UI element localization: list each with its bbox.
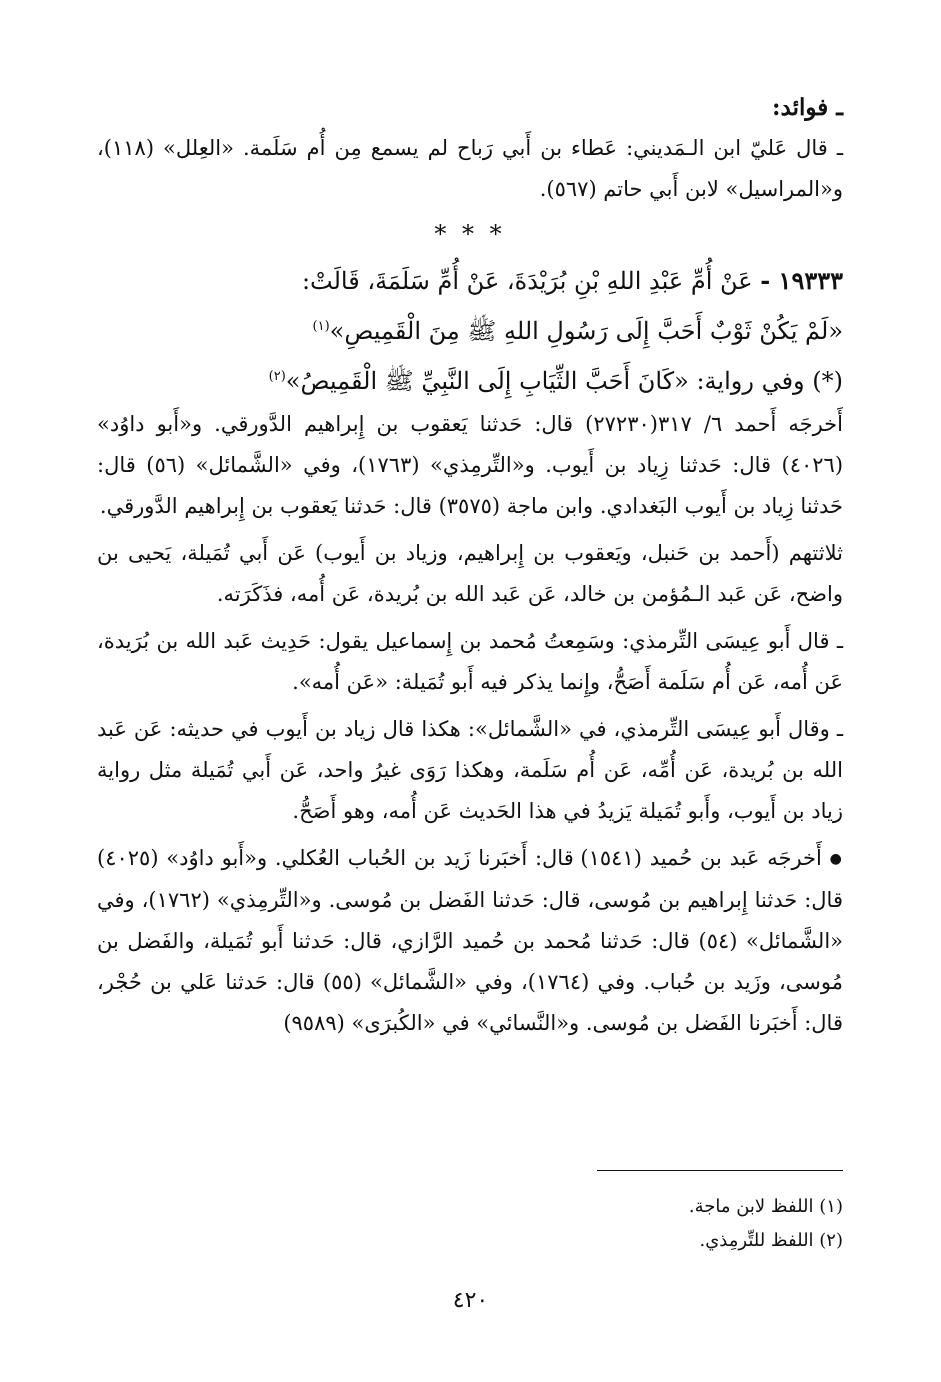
paragraph-shamail-comment: ـ وقال أَبو عِيسَى التِّرمذي، في «الشَّمائل»: هكذا قال زياد بن أَيوب في حديثه: عَن عَبد الله بن بُريدة، عَن أُمِّه، عَن أُم سَلَمة، وهكذا رَوَى غيرُ واحد، عَن أَبي تُمَيلة مثل رواية زياد بن أَيوب، وأَبو تُمَيلة يَزيدُ في هذا الحَديث عَن أُمه، وهو أَصَحُّ. (97, 717, 843, 823)
section-separator: * * * (434, 220, 506, 248)
paragraph-takhrij-1: أَخرجَه أَحمد ٦/ ٣١٧(٢٧٢٣٠) قال: حَدثنا يَعقوب بن إِبراهيم الدَّورقي. و«أَبو داوُد» (٤٠٢٦) قال: حَدثنا زِياد بن أَيوب. و«التِّرمِذي» (١٧٦٣)، وفي «الشَّمائل» (٥٦) قال: حَدثنا زِياد بن أَيوب البَغدادي. وابن ماجة (٣٥٧٥) قال: حَدثنا يَعقوب بن إِبراهيم الدَّورقي. (97, 412, 844, 518)
hadith-number: ١٩٣٣٣ - (760, 266, 843, 295)
paragraph-ibn-madini: ـ قال عَليّ ابن الـمَديني: عَطاء بن أَبي رَباح لم يسمع مِن أُم سَلَمة. «العِلل» (١١٨)، و«المراسيل» لابن أَبي حاتم (٥٦٧). (97, 136, 843, 201)
footnote-divider (597, 1170, 843, 1171)
hadith-matn-text: «لَمْ يَكُنْ ثَوْبٌ أَحَبَّ إِلَى رَسُولِ اللهِ ﷺ مِنَ الْقَمِيصِ» (329, 317, 843, 345)
footnotes (97, 1190, 843, 1258)
paragraph-takhrij-2 (97, 838, 843, 1044)
section-heading: ـ فوائد: (772, 94, 843, 121)
paragraph-tirmidhi-comment: ـ قال أَبو عِيسَى التِّرمذي: وسَمِعتُ مُحمد بن إِسماعيل يقول: حَدِيث عَبد الله بن بُرَيدة، عَن أُمه، عَن أُم سَلَمة أَصَحُّ، وإِنما يذكر فيه أَبو تُمَيلة: «عَن أُمه». (97, 629, 843, 694)
footnote-ref-2[interactable]: (٢) (268, 369, 286, 384)
footnote-1: (١) اللفظ لابن ماجة. (688, 1196, 843, 1217)
hadith-isnad (97, 258, 843, 304)
footnote-ref-1[interactable]: (١) (312, 319, 330, 334)
hadith-matn (97, 304, 843, 354)
paragraph-narrators: ثلاثتهم (أَحمد بن حَنبل، ويَعقوب بن إِبراهيم، وزياد بن أَيوب) عَن أَبي تُمَيلة، يَحيى بن واضح، عَن عَبد الـمُؤمن بن خالد، عَن عَبد الله بن بُريدة، عَن أُمه، فذَكَرَته. (97, 541, 843, 606)
paragraph-takhrij-2-text: أَخرجَه عَبد بن حُميد (١٥٤١) قال: أَخبَرنا زَيد بن الحُباب العُكلي. و«أَبو داوُد» (٤٠٢٥) قال: حَدثنا إِبراهيم بن مُوسى، قال: حَدثنا الفَضل بن مُوسى. و«التِّرمِذي» (١٧٦٢)، وفي «الشَّمائل» (٥٤) قال: حَدثنا مُحمد بن حُميد الرَّازي، قال: حَدثنا أَبو تُمَيلة، والفَضل بن مُوسى، وزَيد بن حُباب. وفي (١٧٦٤)، وفي «الشَّمائل» (٥٥) قال: حَدثنا عَلي بن حُجْر، قال: أَخبَرنا الفَضل بن مُوسى. و«النَّسائي» في «الكُبرَى» (٩٥٨٩) (97, 846, 844, 1035)
hadith-isnad-text: عَنْ أُمِّ عَبْدِ اللهِ بْنِ بُرَيْدَةَ، عَنْ أُمِّ سَلَمَةَ، قَالَتْ: (301, 267, 753, 295)
hadith-variant-text: (*) وفي رواية: «كَانَ أَحَبَّ الثِّيَابِ إِلَى النَّبِيِّ ﷺ الْقَمِيصُ» (285, 367, 843, 395)
page-body (97, 88, 843, 1050)
page-number: ٤٢٠ (452, 1288, 489, 1313)
hadith-variant (97, 354, 843, 404)
footnote-2: (٢) اللفظ للتِّرمِذي. (699, 1230, 843, 1251)
bullet-icon: ● (829, 851, 843, 867)
